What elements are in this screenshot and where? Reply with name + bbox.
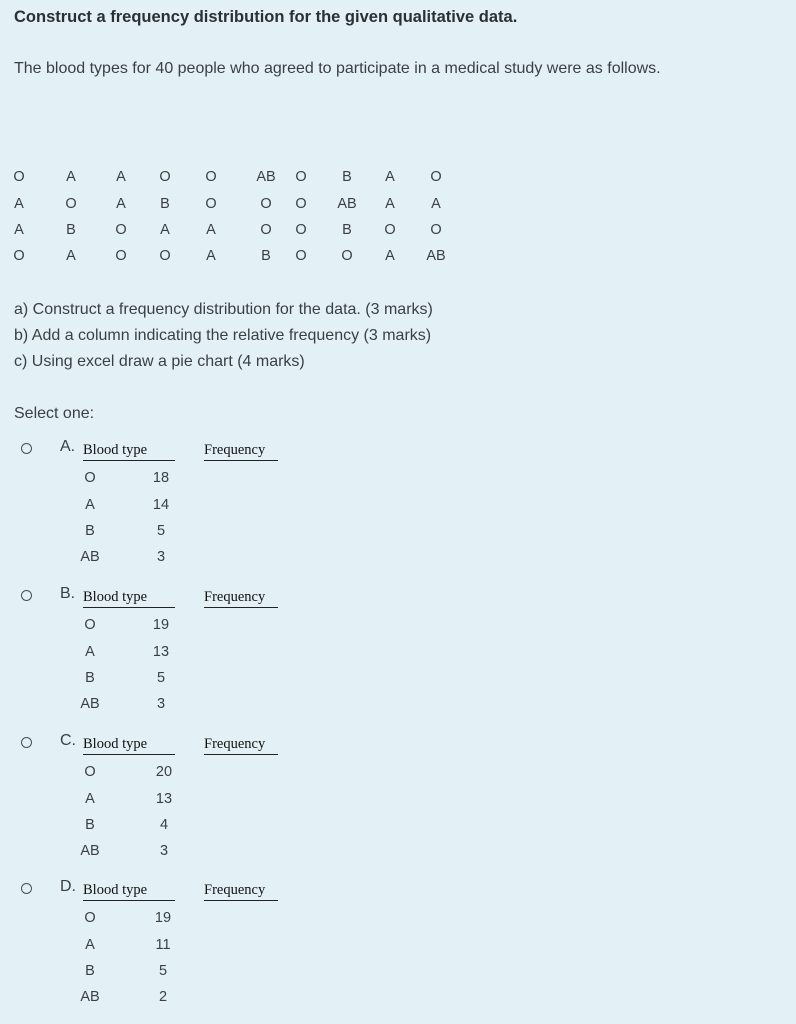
option-d-blood-type: B (85, 963, 95, 979)
option-b-blood-type: A (85, 644, 95, 660)
option-c-header-blood-type: Blood type (83, 736, 175, 755)
option-a-frequency: 18 (152, 470, 170, 486)
data-cell: O (260, 196, 272, 212)
data-cell: O (115, 222, 127, 238)
data-cell: A (66, 169, 76, 185)
option-c-frequency: 3 (159, 843, 169, 859)
option-c-frequency: 13 (155, 791, 173, 807)
data-cell: A (206, 248, 216, 264)
option-a-label[interactable]: A. (60, 438, 76, 455)
option-a-blood-type: A (85, 497, 95, 513)
option-b-header-blood-type: Blood type (83, 589, 175, 608)
option-b-header-frequency: Frequency (204, 589, 278, 608)
data-cell: AB (256, 169, 276, 185)
option-b-label[interactable]: B. (60, 585, 76, 602)
option-c-blood-type: B (85, 817, 95, 833)
option-b-blood-type: B (85, 670, 95, 686)
data-cell: A (206, 222, 216, 238)
option-d-frequency: 11 (155, 937, 171, 953)
data-cell: A (160, 222, 170, 238)
option-b-frequency: 13 (152, 644, 170, 660)
data-cell: O (295, 169, 307, 185)
data-cell: A (14, 196, 24, 212)
data-cell: B (342, 169, 352, 185)
data-cell: O (260, 222, 272, 238)
option-a-blood-type: O (84, 470, 96, 486)
option-b-frequency: 5 (156, 670, 166, 686)
data-cell: B (342, 222, 352, 238)
data-cell: A (116, 169, 126, 185)
data-cell: O (13, 169, 25, 185)
option-b-frequency: 3 (156, 696, 166, 712)
data-cell: O (205, 169, 217, 185)
data-cell: O (65, 196, 77, 212)
data-cell: B (66, 222, 76, 238)
data-cell: O (430, 222, 442, 238)
data-cell: B (261, 248, 271, 264)
data-cell: A (14, 222, 24, 238)
task-a: a) Construct a frequency distribution for the data. (3 marks) (14, 301, 433, 318)
question-intro: The blood types for 40 people who agreed to participate in a medical study were as follows. (14, 60, 661, 77)
data-cell: A (385, 169, 395, 185)
select-one-prompt: Select one: (14, 405, 95, 422)
data-cell: O (13, 248, 25, 264)
option-a-blood-type: AB (80, 549, 100, 565)
data-cell: O (295, 248, 307, 264)
option-b-blood-type: AB (80, 696, 100, 712)
option-c-blood-type: A (85, 791, 95, 807)
option-c-header-frequency: Frequency (204, 736, 278, 755)
data-cell: O (295, 196, 307, 212)
data-cell: AB (337, 196, 357, 212)
option-c-frequency: 20 (155, 764, 173, 780)
option-d-blood-type: O (84, 910, 96, 926)
option-d-frequency: 19 (154, 910, 172, 926)
option-b-blood-type: O (84, 617, 96, 633)
option-d-frequency: 2 (158, 989, 168, 1005)
option-a-frequency: 5 (156, 523, 166, 539)
option-a-radio[interactable] (21, 443, 32, 454)
data-cell: O (430, 169, 442, 185)
option-c-label[interactable]: C. (60, 732, 76, 749)
data-cell: O (341, 248, 353, 264)
option-a-frequency: 14 (152, 497, 170, 513)
option-d-header-frequency: Frequency (204, 882, 278, 901)
data-cell: O (295, 222, 307, 238)
option-c-blood-type: AB (80, 843, 100, 859)
data-cell: A (66, 248, 76, 264)
data-cell: O (159, 169, 171, 185)
option-c-blood-type: O (84, 764, 96, 780)
option-a-header-frequency: Frequency (204, 442, 278, 461)
data-cell: O (384, 222, 396, 238)
task-b: b) Add a column indicating the relative frequency (3 marks) (14, 327, 432, 344)
option-a-header-blood-type: Blood type (83, 442, 175, 461)
data-cell: A (385, 248, 395, 264)
option-d-blood-type: AB (80, 989, 100, 1005)
option-d-blood-type: A (85, 937, 95, 953)
option-a-blood-type: B (85, 523, 95, 539)
option-d-header-blood-type: Blood type (83, 882, 175, 901)
option-b-radio[interactable] (21, 590, 32, 601)
task-c: c) Using excel draw a pie chart (4 marks) (14, 353, 305, 370)
data-cell: O (205, 196, 217, 212)
option-a-frequency: 3 (156, 549, 166, 565)
data-cell: B (160, 196, 170, 212)
data-cell: A (431, 196, 441, 212)
option-d-frequency: 5 (158, 963, 168, 979)
option-b-frequency: 19 (152, 617, 170, 633)
option-c-radio[interactable] (21, 737, 32, 748)
data-cell: A (116, 196, 126, 212)
data-cell: O (159, 248, 171, 264)
data-cell: AB (426, 248, 446, 264)
data-cell: A (385, 196, 395, 212)
question-title: Construct a frequency distribution for the given qualitative data. (14, 8, 518, 26)
option-d-radio[interactable] (21, 883, 32, 894)
option-d-label[interactable]: D. (60, 878, 76, 895)
option-c-frequency: 4 (159, 817, 169, 833)
data-cell: O (115, 248, 127, 264)
